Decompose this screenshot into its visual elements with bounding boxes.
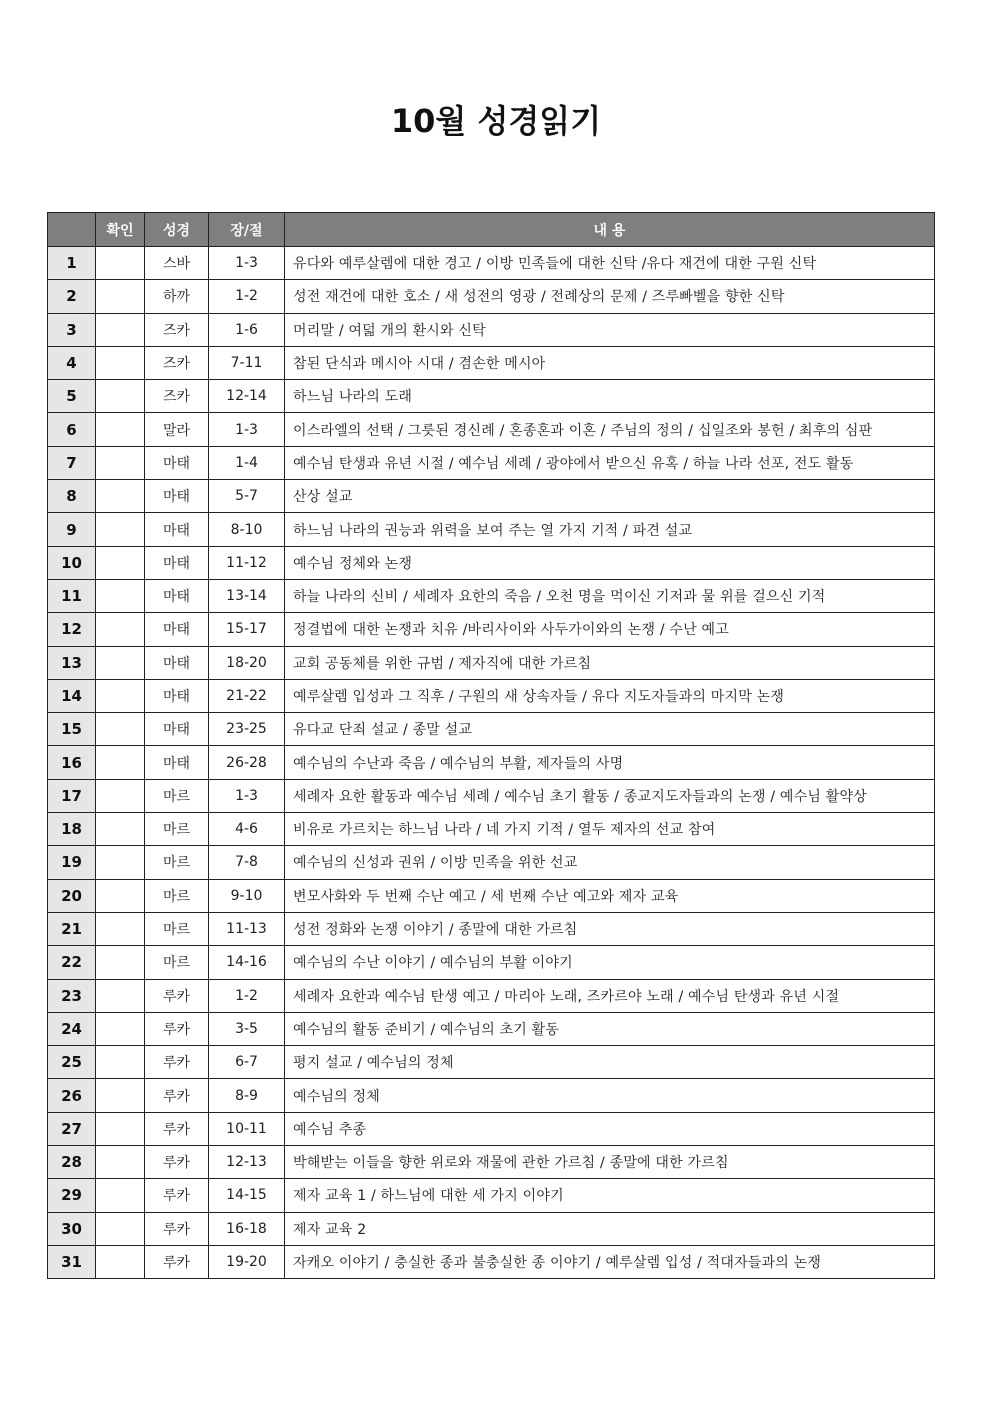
book-cell: 마태 [145,446,209,479]
row-number: 23 [48,979,96,1012]
row-number: 25 [48,1046,96,1079]
row-number: 26 [48,1079,96,1112]
content-cell: 예수님 탄생과 유년 시절 / 예수님 세례 / 광야에서 받으신 유혹 / 하늘 나라 선포, 전도 활동 [285,446,935,479]
chapter-cell: 1-3 [209,779,285,812]
chapter-cell: 1-2 [209,979,285,1012]
row-number: 31 [48,1245,96,1278]
check-cell[interactable] [96,413,145,446]
content-cell: 산상 설교 [285,480,935,513]
page-title: 10월 성경읽기 [390,102,602,140]
content-cell: 예수님의 활동 준비기 / 예수님의 초기 활동 [285,1012,935,1045]
content-cell: 성전 재건에 대한 호소 / 새 성전의 영광 / 전례상의 문제 / 즈루빠벨을 향한 신탁 [285,280,935,313]
header-check: 확인 [96,213,145,247]
content-cell: 제자 교육 2 [285,1212,935,1245]
table-row [48,1046,935,1079]
chapter-cell: 1-2 [209,280,285,313]
table-row [48,779,935,812]
check-cell[interactable] [96,946,145,979]
book-cell: 마태 [145,513,209,546]
chapter-cell: 7-11 [209,346,285,379]
content-cell: 예수님 정체와 논쟁 [285,546,935,579]
row-number: 28 [48,1146,96,1179]
content-cell: 변모사화와 두 번째 수난 예고 / 세 번째 수난 예고와 제자 교육 [285,879,935,912]
book-cell: 마르 [145,946,209,979]
table-row [48,446,935,479]
chapter-cell: 21-22 [209,679,285,712]
check-cell[interactable] [96,1012,145,1045]
table-row [48,579,935,612]
row-number: 22 [48,946,96,979]
chapter-cell: 8-10 [209,513,285,546]
content-cell: 유다교 단죄 설교 / 종말 설교 [285,713,935,746]
table-row [48,1079,935,1112]
row-number: 3 [48,313,96,346]
chapter-cell: 26-28 [209,746,285,779]
chapter-cell: 13-14 [209,579,285,612]
content-cell: 자캐오 이야기 / 충실한 종과 불충실한 종 이야기 / 예루살렘 입성 / 적대자들과의 논쟁 [285,1245,935,1278]
check-cell[interactable] [96,1179,145,1212]
chapter-cell: 3-5 [209,1012,285,1045]
book-cell: 스바 [145,247,209,280]
table-body [48,247,935,1279]
check-cell[interactable] [96,1245,145,1278]
check-cell[interactable] [96,346,145,379]
table-row [48,380,935,413]
table-row [48,946,935,979]
book-cell: 마태 [145,613,209,646]
check-cell[interactable] [96,1212,145,1245]
check-cell[interactable] [96,480,145,513]
book-cell: 루카 [145,1245,209,1278]
table-row [48,879,935,912]
row-number: 12 [48,613,96,646]
chapter-cell: 7-8 [209,846,285,879]
content-cell: 교회 공동체를 위한 규범 / 제자직에 대한 가르침 [285,646,935,679]
book-cell: 루카 [145,1146,209,1179]
table-row [48,713,935,746]
check-cell[interactable] [96,1112,145,1145]
chapter-cell: 12-13 [209,1146,285,1179]
check-cell[interactable] [96,579,145,612]
chapter-cell: 5-7 [209,480,285,513]
book-cell: 하까 [145,280,209,313]
table-row [48,679,935,712]
book-cell: 루카 [145,1046,209,1079]
check-cell[interactable] [96,813,145,846]
row-number: 9 [48,513,96,546]
row-number: 14 [48,679,96,712]
check-cell[interactable] [96,879,145,912]
chapter-cell: 1-6 [209,313,285,346]
header-num [48,213,96,247]
content-cell: 유다와 예루살렘에 대한 경고 / 이방 민족들에 대한 신탁 /유다 재건에 대한 구원 신탁 [285,247,935,280]
book-cell: 즈카 [145,380,209,413]
content-cell: 하늘 나라의 신비 / 세례자 요한의 죽음 / 오천 명을 먹이신 기저과 물 위를 걸으신 기적 [285,579,935,612]
check-cell[interactable] [96,713,145,746]
chapter-cell: 23-25 [209,713,285,746]
table-row [48,480,935,513]
table-row [48,413,935,446]
chapter-cell: 1-4 [209,446,285,479]
table-row [48,1212,935,1245]
content-cell: 예루살렘 입성과 그 직후 / 구원의 새 상속자들 / 유다 지도자들과의 마지막 논쟁 [285,679,935,712]
row-number: 19 [48,846,96,879]
table-row [48,546,935,579]
row-number: 7 [48,446,96,479]
check-cell[interactable] [96,613,145,646]
book-cell: 마르 [145,912,209,945]
book-cell: 마태 [145,679,209,712]
row-number: 13 [48,646,96,679]
row-number: 15 [48,713,96,746]
content-cell: 이스라엘의 선택 / 그릇된 경신례 / 혼종혼과 이혼 / 주님의 정의 / 십일조와 봉헌 / 최후의 심판 [285,413,935,446]
book-cell: 마르 [145,846,209,879]
chapter-cell: 10-11 [209,1112,285,1145]
book-cell: 루카 [145,979,209,1012]
row-number: 18 [48,813,96,846]
header-book: 성경 [145,213,209,247]
book-cell: 마태 [145,746,209,779]
row-number: 16 [48,746,96,779]
chapter-cell: 1-3 [209,247,285,280]
book-cell: 마태 [145,480,209,513]
table-row [48,813,935,846]
check-cell[interactable] [96,846,145,879]
row-number: 11 [48,579,96,612]
chapter-cell: 4-6 [209,813,285,846]
table-header-row [48,213,935,247]
chapter-cell: 19-20 [209,1245,285,1278]
chapter-cell: 12-14 [209,380,285,413]
check-cell[interactable] [96,746,145,779]
table-row [48,846,935,879]
check-cell[interactable] [96,1079,145,1112]
content-cell: 예수님의 신성과 권위 / 이방 민족을 위한 선교 [285,846,935,879]
book-cell: 마태 [145,646,209,679]
content-cell: 예수님의 수난 이야기 / 예수님의 부활 이야기 [285,946,935,979]
header-chapter: 장/절 [209,213,285,247]
check-cell[interactable] [96,280,145,313]
content-cell: 평지 설교 / 예수님의 정체 [285,1046,935,1079]
chapter-cell: 8-9 [209,1079,285,1112]
row-number: 10 [48,546,96,579]
content-cell: 하느님 나라의 권능과 위력을 보여 주는 열 가지 기적 / 파견 설교 [285,513,935,546]
content-cell: 예수님의 수난과 죽음 / 예수님의 부활, 제자들의 사명 [285,746,935,779]
table-row [48,1012,935,1045]
table-row [48,979,935,1012]
table-row [48,1112,935,1145]
content-cell: 머리말 / 여덟 개의 환시와 신탁 [285,313,935,346]
table-row [48,646,935,679]
chapter-cell: 18-20 [209,646,285,679]
table-row [48,912,935,945]
check-cell[interactable] [96,1046,145,1079]
row-number: 21 [48,912,96,945]
table-row [48,1179,935,1212]
table-row [48,280,935,313]
content-cell: 참된 단식과 메시아 시대 / 겸손한 메시아 [285,346,935,379]
table-row [48,247,935,280]
check-cell[interactable] [96,912,145,945]
chapter-cell: 15-17 [209,613,285,646]
check-cell[interactable] [96,380,145,413]
check-cell[interactable] [96,513,145,546]
check-cell[interactable] [96,646,145,679]
row-number: 2 [48,280,96,313]
check-cell[interactable] [96,313,145,346]
content-cell: 세례자 요한 활동과 예수님 세례 / 예수님 초기 활동 / 종교지도자들과의 논쟁 / 예수님 활약상 [285,779,935,812]
book-cell: 즈카 [145,313,209,346]
row-number: 1 [48,247,96,280]
book-cell: 루카 [145,1112,209,1145]
chapter-cell: 9-10 [209,879,285,912]
table-row [48,746,935,779]
book-cell: 루카 [145,1079,209,1112]
content-cell: 성전 정화와 논쟁 이야기 / 종말에 대한 가르침 [285,912,935,945]
content-cell: 예수님의 정체 [285,1079,935,1112]
table-row [48,613,935,646]
book-cell: 루카 [145,1012,209,1045]
check-cell[interactable] [96,247,145,280]
row-number: 24 [48,1012,96,1045]
book-cell: 루카 [145,1212,209,1245]
table-row [48,313,935,346]
chapter-cell: 16-18 [209,1212,285,1245]
book-cell: 마르 [145,879,209,912]
book-cell: 마태 [145,713,209,746]
row-number: 4 [48,346,96,379]
chapter-cell: 14-15 [209,1179,285,1212]
content-cell: 제자 교육 1 / 하느님에 대한 세 가지 이야기 [285,1179,935,1212]
content-cell: 세례자 요한과 예수님 탄생 예고 / 마리아 노래, 즈카르야 노래 / 예수님 탄생과 유년 시절 [285,979,935,1012]
check-cell[interactable] [96,779,145,812]
book-cell: 마태 [145,579,209,612]
book-cell: 마르 [145,813,209,846]
content-cell: 정결법에 대한 논쟁과 치유 /바리사이와 사두가이와의 논쟁 / 수난 예고 [285,613,935,646]
chapter-cell: 14-16 [209,946,285,979]
row-number: 20 [48,879,96,912]
row-number: 8 [48,480,96,513]
content-cell: 비유로 가르치는 하느님 나라 / 네 가지 기적 / 열두 제자의 선교 참여 [285,813,935,846]
row-number: 17 [48,779,96,812]
content-cell: 예수님 추종 [285,1112,935,1145]
book-cell: 마르 [145,779,209,812]
check-cell[interactable] [96,1146,145,1179]
book-cell: 즈카 [145,346,209,379]
chapter-cell: 6-7 [209,1046,285,1079]
row-number: 5 [48,380,96,413]
table-row [48,513,935,546]
content-cell: 박해받는 이들을 향한 위로와 재물에 관한 가르침 / 종말에 대한 가르침 [285,1146,935,1179]
row-number: 6 [48,413,96,446]
chapter-cell: 11-12 [209,546,285,579]
row-number: 27 [48,1112,96,1145]
reading-plan-table [47,212,935,1279]
table-row [48,1245,935,1278]
table-row [48,1146,935,1179]
chapter-cell: 1-3 [209,413,285,446]
book-cell: 루카 [145,1179,209,1212]
header-content: 내 용 [285,213,935,247]
check-cell[interactable] [96,979,145,1012]
check-cell[interactable] [96,679,145,712]
check-cell[interactable] [96,446,145,479]
row-number: 30 [48,1212,96,1245]
book-cell: 마태 [145,546,209,579]
row-number: 29 [48,1179,96,1212]
check-cell[interactable] [96,546,145,579]
table-row [48,346,935,379]
chapter-cell: 11-13 [209,912,285,945]
content-cell: 하느님 나라의 도래 [285,380,935,413]
book-cell: 말라 [145,413,209,446]
